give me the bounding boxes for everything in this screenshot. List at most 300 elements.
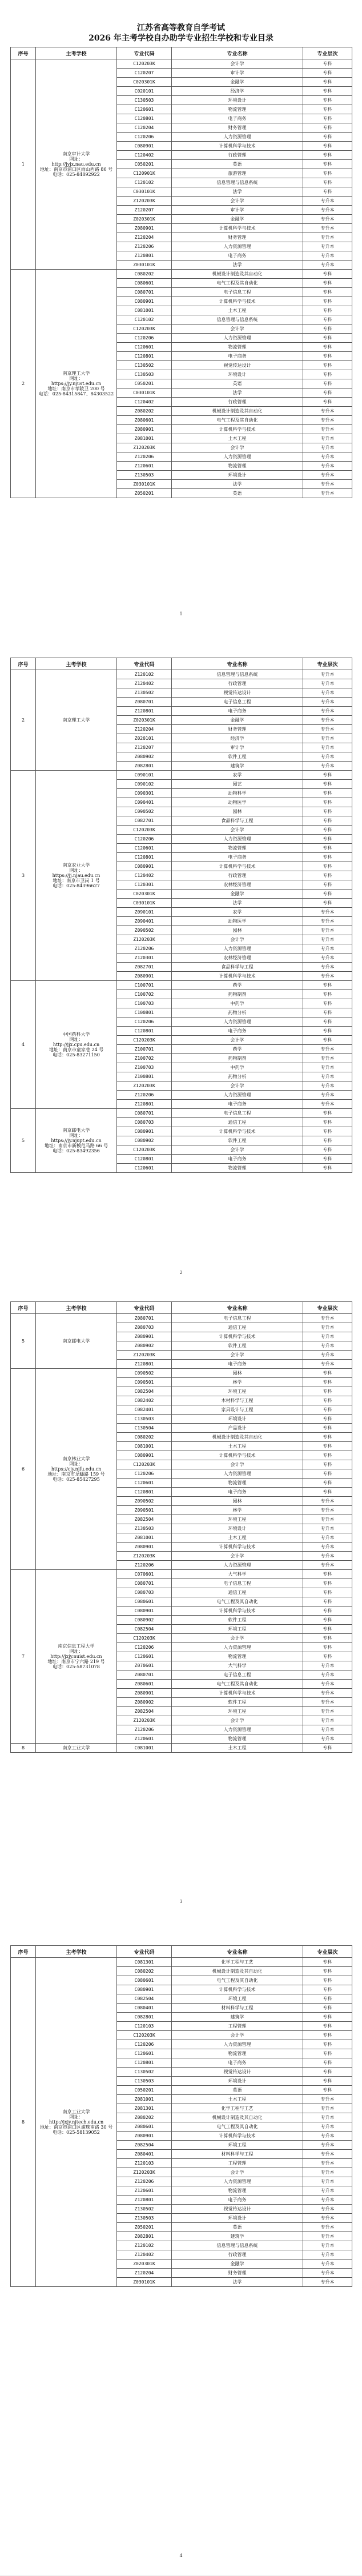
major-code: Z120203K: [117, 1552, 172, 1561]
major-level: 专科: [303, 270, 352, 279]
school-name: 南京理工大学: [62, 371, 90, 376]
major-name: 电子商务: [172, 707, 303, 716]
major-code: Z120801: [117, 707, 172, 716]
major-name: 会计学: [172, 1351, 303, 1360]
major-code: C082402: [117, 1396, 172, 1405]
major-code: C130503: [117, 370, 172, 379]
major-name: 机械设计制造及其自动化: [172, 270, 303, 279]
major-level: 专升本: [303, 944, 352, 954]
major-name: 人力资源管理: [172, 242, 303, 251]
major-level: 专科: [303, 1442, 352, 1451]
major-name: 计算机科学与技术: [172, 224, 303, 233]
major-level: 专科: [303, 151, 352, 160]
header-school: 主考学校: [36, 47, 117, 59]
major-level: 专升本: [303, 2278, 352, 2287]
major-name: 电子商务: [172, 853, 303, 862]
major-level: 专科: [303, 1036, 352, 1045]
major-name: 通信工程: [172, 1118, 303, 1127]
major-code: C020101: [117, 87, 172, 96]
major-level: 专科: [303, 2004, 352, 2013]
major-code: Z120204: [117, 2269, 172, 2278]
major-name: 环境设计: [172, 96, 303, 105]
major-level: 专升本: [303, 2205, 352, 2214]
major-name: 通信工程: [172, 1588, 303, 1597]
major-code: C080701: [117, 1579, 172, 1588]
major-level: 专升本: [303, 926, 352, 935]
school-name: 南京邮电大学: [62, 1339, 90, 1344]
page-number: 3: [179, 1899, 183, 1904]
major-level: 专升本: [303, 1543, 352, 1552]
major-level: 专升本: [303, 734, 352, 743]
major-name: 通信工程: [172, 1323, 303, 1332]
major-name: 电气工程及其自动化: [172, 279, 303, 288]
major-code: Z080701: [117, 698, 172, 707]
major-level: 专科: [303, 1625, 352, 1634]
major-name: 环境工程: [172, 1625, 303, 1634]
major-level: 专科: [303, 1424, 352, 1433]
major-name: 计算机科学与技术: [172, 297, 303, 306]
major-code: C080901: [117, 142, 172, 151]
major-name: 电气工程及其自动化: [172, 2122, 303, 2132]
major-name: 会计学: [172, 1081, 303, 1091]
major-name: 审计学: [172, 69, 303, 78]
major-code: C120402: [117, 871, 172, 880]
major-level: 专科: [303, 69, 352, 78]
major-code: C120801: [117, 352, 172, 361]
major-code: C120206: [117, 133, 172, 142]
table-row: [11, 1109, 352, 1118]
major-code: Z130503: [117, 471, 172, 480]
major-name: 材料科学与工程: [172, 2150, 303, 2159]
major-level: 专科: [303, 816, 352, 826]
major-level: 专科: [303, 1164, 352, 1173]
major-level: 专科: [303, 789, 352, 798]
table-row: [11, 981, 352, 990]
major-level: 专升本: [303, 2250, 352, 2259]
major-name: 园林: [172, 926, 303, 935]
major-code: Z120103: [117, 2159, 172, 2168]
major-level: 专科: [303, 388, 352, 398]
major-name: 林学: [172, 1506, 303, 1515]
major-level: 专升本: [303, 707, 352, 716]
page-1: [0, 0, 362, 644]
major-name: 英语: [172, 379, 303, 388]
major-code: Z080601: [117, 416, 172, 425]
school-detail-line: 电话：025-58731078: [53, 1664, 100, 1669]
major-code: C030101K: [117, 388, 172, 398]
major-code: Z130503: [117, 1524, 172, 1533]
major-level: 专科: [303, 880, 352, 890]
school-detail-line: 电话：025-85427295: [53, 1477, 100, 1482]
major-name: 会计学: [172, 2168, 303, 2177]
major-code: C080901: [117, 1127, 172, 1136]
major-code: C130503: [117, 96, 172, 105]
major-name: 经济学: [172, 87, 303, 96]
major-name: 中药学: [172, 999, 303, 1008]
major-name: 计算机科学与技术: [172, 1543, 303, 1552]
major-level: 专科: [303, 2086, 352, 2095]
major-name: 计算机科学与技术: [172, 1332, 303, 1341]
header-major: 专业名称: [172, 658, 303, 670]
major-level: 专科: [303, 1369, 352, 1378]
major-code: Z081001: [117, 434, 172, 443]
major-code: Z080901: [117, 425, 172, 434]
header-seq: 序号: [11, 658, 36, 670]
major-code: Z120301: [117, 954, 172, 963]
major-level: 专科: [303, 1634, 352, 1643]
major-level: 专科: [303, 297, 352, 306]
major-level: 专科: [303, 343, 352, 352]
row-seq: 2: [11, 270, 36, 498]
major-name: 信息管理与信息系统: [172, 178, 303, 187]
school-detail-line: 网址：: [69, 376, 83, 381]
major-name: 机械设计制造及其自动化: [172, 2113, 303, 2122]
major-name: 计算机科学与技术: [172, 425, 303, 434]
major-name: 农林经济管理: [172, 954, 303, 963]
major-level: 专升本: [303, 725, 352, 734]
major-code: C080601: [117, 1597, 172, 1607]
major-level: 专科: [303, 1155, 352, 1164]
major-code: Z080202: [117, 2113, 172, 2122]
school-info: [36, 1570, 117, 1744]
major-level: 专升本: [303, 1670, 352, 1680]
document-heading: [0, 23, 362, 43]
school-info: [36, 59, 117, 270]
major-level: 专科: [303, 1433, 352, 1442]
major-code: C120801: [117, 1027, 172, 1036]
major-name: 视觉传达设计: [172, 361, 303, 370]
major-level: 专升本: [303, 1332, 352, 1341]
major-code: Z090502: [117, 1497, 172, 1506]
major-code: Z090401: [117, 917, 172, 926]
major-level: 专科: [303, 835, 352, 844]
major-name: 法学: [172, 187, 303, 197]
major-level: 专科: [303, 1451, 352, 1460]
major-level: 专科: [303, 169, 352, 178]
major-level: 专科: [303, 999, 352, 1008]
major-name: 园林: [172, 1369, 303, 1378]
major-level: 专升本: [303, 1506, 352, 1515]
school-detail-line: 电话：025-58139052: [53, 2130, 100, 2135]
major-name: 电子商务: [172, 352, 303, 361]
major-code: C120102: [117, 315, 172, 324]
major-name: 电子商务: [172, 251, 303, 261]
major-name: 电子商务: [172, 114, 303, 123]
major-level: 专科: [303, 96, 352, 105]
major-name: 药物制剂: [172, 990, 303, 999]
major-code: Z080901: [117, 1332, 172, 1341]
major-name: 计算机科学与技术: [172, 1607, 303, 1616]
major-level: 专科: [303, 1378, 352, 1387]
major-level: 专科: [303, 1145, 352, 1155]
major-level: 专升本: [303, 963, 352, 972]
major-level: 专升本: [303, 1081, 352, 1091]
major-name: 土木工程: [172, 2095, 303, 2104]
major-name: 电气工程及其自动化: [172, 416, 303, 425]
major-table: [10, 658, 352, 1173]
table-row: [11, 1369, 352, 1378]
header-major: 专业名称: [172, 1302, 303, 1314]
table-row: [11, 670, 352, 679]
major-level: 专升本: [303, 670, 352, 679]
major-code: Z081001: [117, 2095, 172, 2104]
major-name: 动物医学: [172, 798, 303, 807]
major-level: 专科: [303, 1616, 352, 1625]
major-name: 软件工程: [172, 752, 303, 762]
major-name: 计算机科学与技术: [172, 142, 303, 151]
major-code: Z080202: [117, 407, 172, 416]
major-code: Z100701: [117, 1045, 172, 1054]
major-name: 农学: [172, 908, 303, 917]
major-level: 专升本: [303, 407, 352, 416]
major-code: C082801: [117, 2013, 172, 2022]
major-level: 专升本: [303, 233, 352, 242]
major-level: 专科: [303, 1118, 352, 1127]
major-level: 专科: [303, 352, 352, 361]
row-seq: 6: [11, 1369, 36, 1570]
major-code: C090102: [117, 780, 172, 789]
major-code: C120601: [117, 1652, 172, 1661]
major-level: 专科: [303, 2022, 352, 2031]
major-level: 专科: [303, 1460, 352, 1469]
major-level: 专升本: [303, 480, 352, 489]
major-name: 行政管理: [172, 2250, 303, 2259]
table-row: [11, 1744, 352, 1753]
major-level: 专升本: [303, 224, 352, 233]
major-level: 专升本: [303, 972, 352, 981]
major-code: C120601: [117, 105, 172, 114]
major-level: 专科: [303, 1488, 352, 1497]
major-name: 软件工程: [172, 1136, 303, 1145]
school-detail-line: 地址：南京市龙蟠路 159 号: [47, 1472, 105, 1477]
major-level: 专科: [303, 844, 352, 853]
major-level: 专科: [303, 826, 352, 835]
major-name: 环境工程: [172, 1387, 303, 1396]
major-code: C100801: [117, 1008, 172, 1017]
major-level: 专升本: [303, 679, 352, 688]
major-name: 会计学: [172, 59, 303, 69]
major-name: 电子商务: [172, 1027, 303, 1036]
major-code: C080901: [117, 1451, 172, 1460]
major-name: 法学: [172, 480, 303, 489]
major-name: 园艺: [172, 780, 303, 789]
major-code: Z130502: [117, 2205, 172, 2214]
major-level: 专升本: [303, 1100, 352, 1109]
major-level: 专科: [303, 1994, 352, 2004]
major-code: Z080401: [117, 2150, 172, 2159]
major-name: 电子信息工程: [172, 1670, 303, 1680]
school-detail-line: 电话：025-84396627: [53, 883, 100, 888]
header-level: 专业层次: [303, 47, 352, 59]
major-name: 电气工程及其自动化: [172, 1597, 303, 1607]
major-level: 专科: [303, 1479, 352, 1488]
school-detail-line: 网址：: [69, 868, 83, 873]
header-code: 专业代码: [117, 1946, 172, 1958]
major-name: 计算机科学与技术: [172, 1451, 303, 1460]
header-school: 主考学校: [36, 658, 117, 670]
major-level: 专科: [303, 1405, 352, 1415]
major-level: 专科: [303, 334, 352, 343]
major-code: Z080902: [117, 752, 172, 762]
major-name: 家具设计与工程: [172, 1405, 303, 1415]
major-name: 动物科学: [172, 789, 303, 798]
major-name: 人力资源管理: [172, 1469, 303, 1479]
major-name: 物流管理: [172, 343, 303, 352]
major-level: 专升本: [303, 2232, 352, 2241]
major-name: 会计学: [172, 324, 303, 334]
table-row: [11, 1958, 352, 1967]
major-level: 专科: [303, 1976, 352, 1985]
major-name: 物流管理: [172, 105, 303, 114]
major-name: 食品科学与工程: [172, 963, 303, 972]
header-code: 专业代码: [117, 1302, 172, 1314]
school-detail-line: 网址：: [69, 1461, 83, 1467]
major-code: C120206: [117, 1643, 172, 1652]
major-name: 会计学: [172, 1036, 303, 1045]
major-name: 园林: [172, 807, 303, 816]
major-name: 电气工程及其自动化: [172, 1680, 303, 1689]
major-name: 法学: [172, 2278, 303, 2287]
major-level: 专升本: [303, 1725, 352, 1734]
major-name: 金融学: [172, 890, 303, 899]
major-name: 审计学: [172, 743, 303, 752]
major-level: 专科: [303, 1127, 352, 1136]
major-level: 专科: [303, 990, 352, 999]
major-level: 专科: [303, 2058, 352, 2068]
major-name: 材料科学与工程: [172, 2004, 303, 2013]
major-level: 专升本: [303, 2223, 352, 2232]
major-code: C090501: [117, 1378, 172, 1387]
major-level: 专科: [303, 771, 352, 780]
major-name: 会计学: [172, 1716, 303, 1725]
school-name: 南京审计大学: [62, 151, 90, 157]
major-code: C100701: [117, 981, 172, 990]
table-row: [11, 1314, 352, 1323]
major-name: 人力资源管理: [172, 944, 303, 954]
major-code: Z090502: [117, 926, 172, 935]
major-name: 建筑学: [172, 2013, 303, 2022]
school-detail-line: https://cjy.njfu.edu.cn: [51, 1467, 102, 1472]
major-code: Z030101K: [117, 261, 172, 270]
major-code: Z120206: [117, 1561, 172, 1570]
page-number: 1: [179, 611, 183, 616]
major-name: 环境设计: [172, 1524, 303, 1533]
major-name: 物流管理: [172, 844, 303, 853]
major-level: 专科: [303, 1008, 352, 1017]
major-level: 专升本: [303, 1497, 352, 1506]
major-level: 专科: [303, 315, 352, 324]
major-code: Z080601: [117, 2122, 172, 2132]
school-name: 南京工业大学: [62, 1745, 90, 1750]
major-level: 专科: [303, 160, 352, 169]
major-code: C120203K: [117, 1145, 172, 1155]
major-name: 环境设计: [172, 2077, 303, 2086]
major-level: 专科: [303, 398, 352, 407]
school-name: 南京邮电大学: [62, 1128, 90, 1133]
major-level: 专科: [303, 59, 352, 69]
table-row: [11, 59, 352, 69]
major-level: 专升本: [303, 935, 352, 944]
major-level: 专科: [303, 1579, 352, 1588]
major-code: C080202: [117, 270, 172, 279]
major-name: 计算机科学与技术: [172, 2132, 303, 2141]
header-seq: 序号: [11, 1302, 36, 1314]
major-level: 专升本: [303, 1716, 352, 1725]
major-code: C130504: [117, 1424, 172, 1433]
school-detail-line: http://jxjy.nuist.edu.cn: [50, 1654, 102, 1659]
major-level: 专升本: [303, 1063, 352, 1072]
major-level: 专升本: [303, 2159, 352, 2168]
major-code: Z120801: [117, 1100, 172, 1109]
major-level: 专科: [303, 1643, 352, 1652]
major-level: 专科: [303, 1597, 352, 1607]
major-level: 专科: [303, 1109, 352, 1118]
major-level: 专科: [303, 288, 352, 297]
major-code: Z120402: [117, 2250, 172, 2259]
major-name: 化学工程与工艺: [172, 1958, 303, 1967]
school-info: [36, 1958, 117, 2287]
major-level: 专升本: [303, 1734, 352, 1744]
major-name: 会计学: [172, 1460, 303, 1469]
major-name: 物流管理: [172, 462, 303, 471]
row-seq: 5: [11, 1109, 36, 1173]
table-header-row: [11, 47, 352, 59]
major-code: Z080701: [117, 1314, 172, 1323]
major-code: C082701: [117, 816, 172, 826]
major-name: 电子信息工程: [172, 1579, 303, 1588]
major-code: Z100801: [117, 1072, 172, 1081]
major-code: C120102: [117, 178, 172, 187]
major-name: 会计学: [172, 935, 303, 944]
major-level: 专升本: [303, 1524, 352, 1533]
major-code: C082401: [117, 1405, 172, 1415]
major-level: 专升本: [303, 1091, 352, 1100]
major-code: Z020301K: [117, 215, 172, 224]
page-number: 2: [179, 1270, 183, 1275]
major-code: Z050201: [117, 2223, 172, 2232]
school-detail-line: 电话：025-83492356: [53, 1148, 100, 1153]
major-level: 专升本: [303, 242, 352, 251]
major-code: C130502: [117, 2068, 172, 2077]
major-code: C080901: [117, 1607, 172, 1616]
major-level: 专升本: [303, 2269, 352, 2278]
school-detail-line: 网址：: [69, 1649, 83, 1654]
major-name: 大气科学: [172, 1570, 303, 1579]
major-name: 信息管理与信息系统: [172, 315, 303, 324]
major-code: C120801: [117, 1155, 172, 1164]
major-level: 专科: [303, 123, 352, 133]
major-level: 专升本: [303, 2122, 352, 2132]
major-level: 专升本: [303, 489, 352, 498]
major-level: 专升本: [303, 1045, 352, 1054]
major-code: C120601: [117, 1479, 172, 1488]
major-code: C082504: [117, 1994, 172, 2004]
major-level: 专科: [303, 1415, 352, 1424]
major-code: Z020301K: [117, 2259, 172, 2269]
major-name: 大气科学: [172, 1661, 303, 1670]
major-code: C020301K: [117, 78, 172, 87]
major-name: 人力资源管理: [172, 452, 303, 462]
major-name: 金融学: [172, 78, 303, 87]
major-code: Z120801: [117, 1360, 172, 1369]
major-level: 专科: [303, 1017, 352, 1027]
major-level: 专科: [303, 324, 352, 334]
major-name: 软件工程: [172, 1698, 303, 1707]
major-name: 软件工程: [172, 1616, 303, 1625]
document-title-line1: 江苏省高等教育自学考试: [137, 23, 225, 33]
major-name: 电子商务: [172, 2058, 303, 2068]
major-code: C120206: [117, 334, 172, 343]
